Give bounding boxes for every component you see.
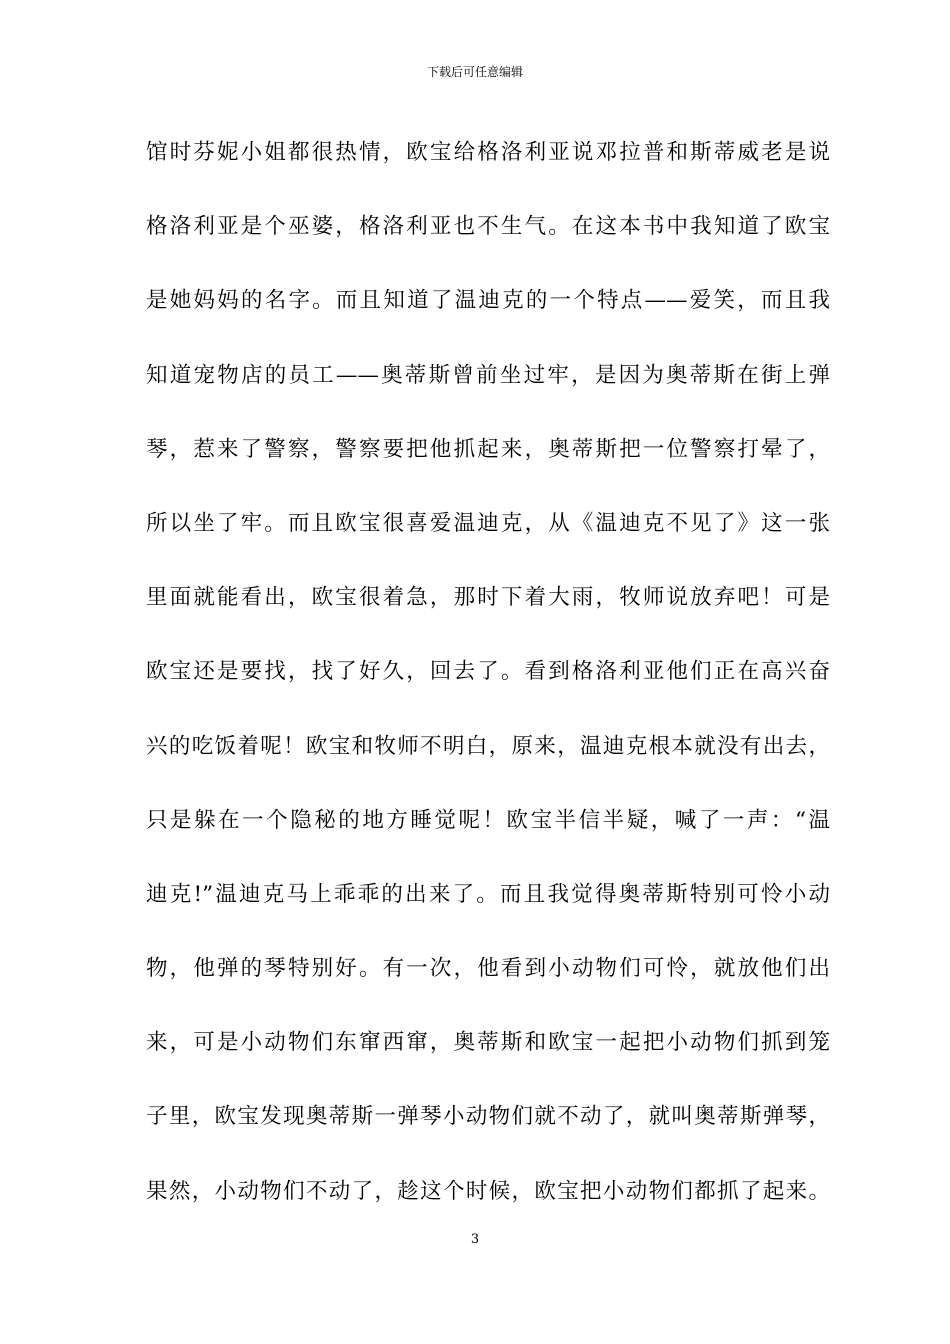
text-line-11: 迪克!”温迪克马上乖乖的出来了。而且我觉得奥蒂斯特别可怜小动: [146, 881, 830, 907]
text-line-15: 果然，小动物们不动了，趁这个时候，欧宝把小动物们都抓了起来。: [146, 1178, 830, 1204]
text-line-3: 是她妈妈的名字。而且知道了温迪克的一个特点——爱笑，而且我: [146, 288, 830, 314]
text-line-14: 子里，欧宝发现奥蒂斯一弹琴小动物们就不动了，就叫奥蒂斯弹琴，: [146, 1104, 830, 1130]
text-line-6: 所以坐了牢。而且欧宝很喜爱温迪克，从《温迪克不见了》这一张: [146, 510, 830, 536]
text-line-9: 兴的吃饭着呢！欧宝和牧师不明白，原来，温迪克根本就没有出去，: [146, 733, 830, 759]
text-line-13: 来，可是小动物们东窜西窜，奥蒂斯和欧宝一起把小动物们抓到笼: [146, 1030, 830, 1056]
text-line-8: 欧宝还是要找，找了好久，回去了。看到格洛利亚他们正在高兴奋: [146, 659, 830, 685]
body-text: [146, 130, 830, 1243]
text-line-12: 物，他弹的琴特别好。有一次，他看到小动物们可怜，就放他们出: [146, 956, 830, 982]
text-line-7: 里面就能看出，欧宝很着急，那时下着大雨，牧师说放弃吧！可是: [146, 585, 830, 611]
text-line-5: 琴，惹来了警察，警察要把他抓起来，奥蒂斯把一位警察打晕了，: [146, 436, 830, 462]
page-header: 下载后可任意编辑: [426, 65, 523, 79]
text-line-10: 只是躲在一个隐秘的地方睡觉呢！欧宝半信半疑，喊了一声：“温: [146, 807, 830, 833]
text-line-1: 馆时芬妮小姐都很热情，欧宝给格洛利亚说邓拉普和斯蒂威老是说: [146, 140, 830, 165]
text-line-2: 格洛利亚是个巫婆，格洛利亚也不生气。在这本书中我知道了欧宝: [146, 214, 830, 240]
text-line-4: 知道宠物店的员工——奥蒂斯曾前坐过牢，是因为奥蒂斯在街上弹: [146, 362, 830, 388]
page-number: 3: [470, 1232, 480, 1247]
